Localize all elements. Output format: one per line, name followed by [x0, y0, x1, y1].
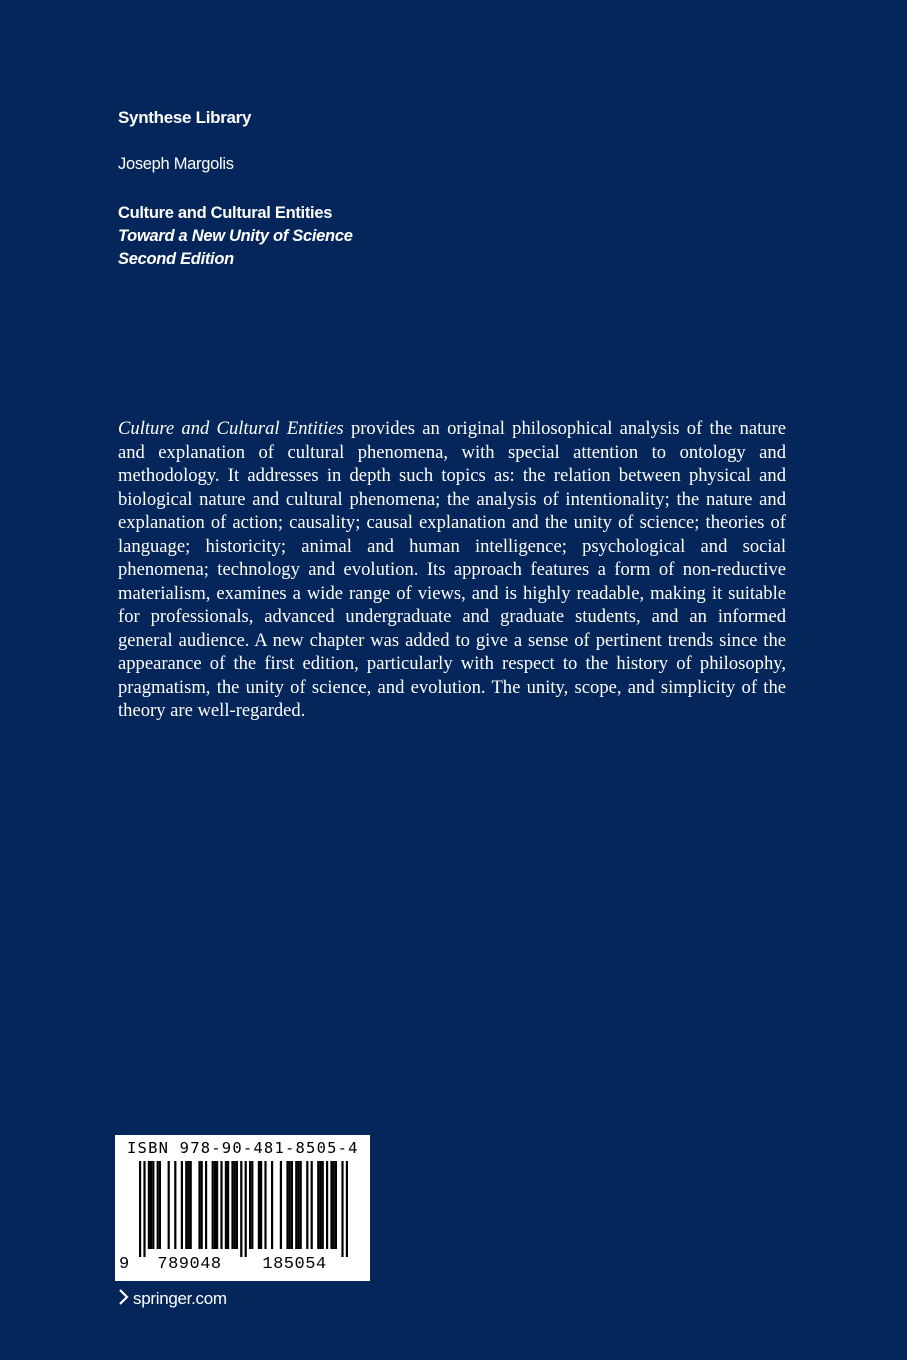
barcode-bar — [187, 1161, 189, 1249]
barcode-bar — [341, 1161, 343, 1257]
barcode-bar — [335, 1161, 337, 1249]
barcode-bar — [249, 1161, 251, 1249]
barcode-bar — [319, 1161, 321, 1249]
isbn-barcode — [115, 1135, 370, 1281]
barcode-bar — [152, 1161, 154, 1249]
barcode-bar — [168, 1161, 170, 1249]
barcode-bar — [205, 1161, 207, 1249]
barcode-bar — [311, 1161, 313, 1249]
barcode-bar — [214, 1161, 216, 1249]
barcode-bar — [271, 1161, 273, 1249]
barcode-bar — [201, 1161, 203, 1249]
barcode-bar — [291, 1161, 293, 1249]
barcode-bar — [286, 1161, 288, 1249]
barcode-bar — [289, 1161, 291, 1249]
barcode-bar — [231, 1161, 233, 1249]
barcode-bar — [326, 1161, 328, 1249]
book-title: Culture and Cultural Entities — [118, 204, 333, 222]
barcode-bar — [346, 1161, 348, 1257]
barcode-bar — [300, 1161, 302, 1249]
barcode-bar — [251, 1161, 253, 1249]
barcode-bar — [216, 1161, 218, 1249]
barcode-bar — [322, 1161, 324, 1249]
barcode-bar — [139, 1161, 141, 1257]
chevron-right-icon — [118, 1289, 131, 1310]
book-subtitle: Toward a New Unity of Science — [118, 227, 353, 245]
barcode-bar — [148, 1161, 150, 1249]
title-block — [118, 202, 353, 271]
barcode-bar — [159, 1161, 161, 1249]
barcode-bar — [212, 1161, 214, 1249]
series-name: Synthese Library — [118, 108, 252, 127]
barcode-bar — [225, 1161, 227, 1249]
barcode-bar — [295, 1161, 297, 1249]
barcode-digits — [119, 1255, 366, 1274]
barcode-bar — [333, 1161, 335, 1249]
barcode-bar — [236, 1161, 238, 1249]
barcode-digit-group-left: 789048 — [157, 1255, 222, 1274]
barcode-bar — [306, 1161, 308, 1249]
barcode-bar — [185, 1161, 187, 1249]
barcode-bar — [157, 1161, 159, 1249]
barcode-lead-digit: 9 — [119, 1255, 130, 1274]
barcode-bars — [127, 1161, 358, 1257]
book-description — [118, 417, 786, 723]
barcode-bar — [240, 1161, 242, 1257]
barcode-bar — [317, 1161, 319, 1249]
barcode-bar — [330, 1161, 332, 1249]
barcode-bar — [227, 1161, 229, 1249]
barcode-bar — [245, 1161, 247, 1257]
barcode-bar — [181, 1161, 183, 1249]
publisher-website[interactable] — [118, 1289, 227, 1310]
barcode-bar — [260, 1161, 262, 1249]
barcode-bar — [174, 1161, 176, 1249]
barcode-bar — [258, 1161, 260, 1249]
barcode-bar — [280, 1161, 282, 1249]
description-text: provides an original philosophical analysis of the nature and explanation of cultural phenomena, with special attention to ontology and methodology. It addresses in depth such topics as: the relation between physical and biological nature and cultural phenomena; the analysis of intentionality; the nature and explanation of action; causality; causal explanation and the unity of science; theories of language; historicity; animal and human intelligence; psychological and social phenomena; technology and evolution. Its approach features a form of non-reductive materialism, examines a wide range of views, and is highly readable, making it suitable for professionals, advanced undergraduate and graduate students, and an informed general audience. A new chapter was added to give a sense of pertinent trends since the appearance of the first edition, particularly with respect to the history of philosophy, pragmatism, the unity of science, and evolution. The unity, scope, and simplicity of the theory are well-regarded. — [118, 418, 787, 721]
barcode-bar — [220, 1161, 222, 1249]
barcode-bar — [143, 1161, 145, 1257]
website-url[interactable]: springer.com — [133, 1289, 227, 1308]
barcode-bar — [234, 1161, 236, 1249]
description-book-title: Culture and Cultural Entities — [118, 418, 344, 439]
barcode-bar — [297, 1161, 299, 1249]
barcode-bar — [150, 1161, 152, 1249]
barcode-digit-group-right: 185054 — [262, 1255, 327, 1274]
author-name: Joseph Margolis — [118, 155, 234, 173]
isbn-label: ISBN 978-90-481-8505-4 — [127, 1139, 359, 1157]
barcode-bar — [264, 1161, 266, 1249]
book-edition: Second Edition — [118, 250, 234, 268]
barcode-bar — [198, 1161, 200, 1249]
barcode-bar — [190, 1161, 192, 1249]
